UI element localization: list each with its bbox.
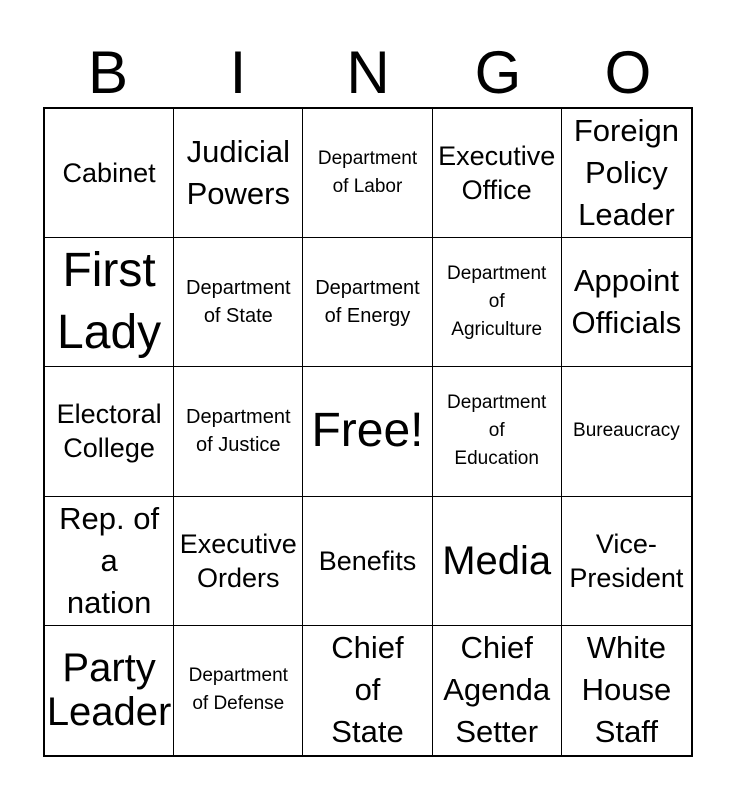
bingo-cell[interactable] [433, 109, 562, 238]
bingo-cell[interactable] [562, 238, 691, 367]
bingo-cell[interactable] [562, 367, 691, 496]
bingo-grid [43, 107, 693, 757]
cell-label: Department of Defense [188, 665, 288, 715]
cell-label: Judicial Powers [186, 134, 290, 212]
bingo-cell[interactable] [45, 238, 174, 367]
cell-label: First Lady [57, 244, 162, 360]
cell-label: Department of Energy [315, 277, 420, 328]
cell-label: Party Leader [46, 646, 172, 735]
cell-label: Chief Agenda Setter [443, 630, 551, 750]
cell-label: Department of Labor [317, 148, 418, 198]
bingo-cell[interactable] [303, 238, 432, 367]
free-space-cell[interactable] [303, 367, 432, 496]
cell-label: Department of State [186, 277, 291, 328]
bingo-cell[interactable] [433, 497, 562, 626]
bingo-cell[interactable] [433, 238, 562, 367]
bingo-cell[interactable] [303, 109, 432, 238]
bingo-cell[interactable] [562, 626, 691, 755]
header-letter-b: B [87, 39, 129, 106]
bingo-cell[interactable] [433, 367, 562, 496]
header-letter-i: I [229, 39, 247, 106]
header-letter-g: G [474, 39, 522, 106]
bingo-cell[interactable] [45, 367, 174, 496]
cell-label: Department of Agriculture [447, 263, 547, 341]
bingo-cell[interactable] [45, 497, 174, 626]
cell-label: Department of Education [447, 392, 547, 470]
cell-label: White House Staff [581, 630, 672, 750]
cell-label: Cabinet [62, 158, 156, 189]
bingo-cell[interactable] [45, 109, 174, 238]
cell-label: Vice- President [569, 528, 684, 593]
cell-label: Foreign Policy Leader [573, 113, 679, 233]
free-space-label: Free! [311, 404, 424, 458]
cell-label: Bureaucracy [573, 420, 680, 442]
bingo-cell[interactable] [174, 109, 303, 238]
bingo-header [43, 38, 693, 108]
bingo-cell[interactable] [174, 367, 303, 496]
bingo-cell[interactable] [562, 109, 691, 238]
cell-label: Department of Justice [186, 406, 291, 457]
bingo-cell[interactable] [174, 626, 303, 755]
cell-label: Media [442, 538, 552, 583]
header-letter-n: N [346, 39, 390, 106]
cell-label: Executive Orders [179, 528, 297, 593]
bingo-cell[interactable] [174, 497, 303, 626]
bingo-cell[interactable] [433, 626, 562, 755]
cell-label: Appoint Officials [571, 263, 682, 341]
header-letter-o: O [604, 39, 652, 106]
cell-label: Benefits [318, 545, 417, 576]
cell-label: Executive Office [438, 141, 556, 206]
cell-label: Electoral College [56, 399, 162, 464]
cell-label: Chief of State [331, 630, 404, 750]
bingo-cell[interactable] [303, 497, 432, 626]
bingo-cell[interactable] [45, 626, 174, 755]
bingo-cell[interactable] [562, 497, 691, 626]
bingo-cell[interactable] [174, 238, 303, 367]
bingo-cell[interactable] [303, 626, 432, 755]
cell-label: Rep. of a nation [59, 500, 160, 620]
